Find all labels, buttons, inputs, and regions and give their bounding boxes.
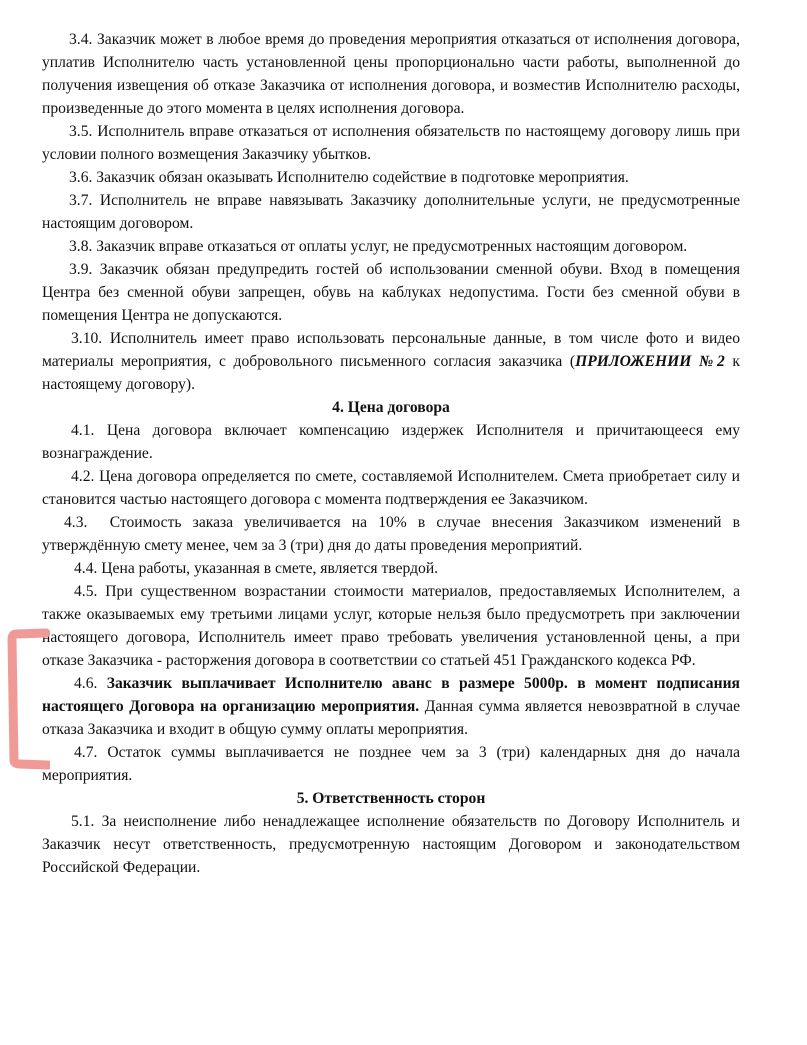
clause-text: Заказчик может в любое время до проведения мероприятия отказаться от исполнения договора, уплатив Исполнителю часть установленной цены пропорционально части работы, выполненной до получения извещения об отказе Заказчика от исполнения договора, и возместив Исполнителю расходы, произведенные до этого момента в целях исполнения договора. [42, 31, 740, 117]
clause-3-7 [42, 189, 740, 235]
clause-text: Данная сумма является невозвратной в случае отказа Заказчика и входит в общую сумму оплаты мероприятия. [42, 698, 740, 738]
clause-4-1 [42, 419, 740, 465]
clause-number: 4.7. [74, 744, 98, 761]
clause-3-6 [42, 166, 740, 189]
clause-3-8 [42, 235, 740, 258]
clause-number: 3.9. [69, 261, 93, 278]
clause-number: 3.5. [69, 123, 93, 140]
clause-4-6 [42, 672, 740, 741]
clause-3-5 [42, 120, 740, 166]
clause-4-7 [42, 741, 740, 787]
clause-number: 4.3. [64, 514, 88, 531]
clause-number: 4.5. [74, 583, 98, 600]
clause-text: Исполнитель имеет право использовать персональные данные, в том числе фото и видео материалы мероприятия, с добровольного письменного согласия заказчика ( [42, 330, 740, 370]
clause-number: 4.2. [71, 468, 95, 485]
clause-text: Заказчик обязан оказывать Исполнителю содействие в подготовке мероприятия. [96, 169, 629, 186]
clause-number: 3.4. [69, 31, 93, 48]
clause-text: Цена договора определяется по смете, составляемой Исполнителем. Смета приобретает силу и становится частью настоящего договора с момента подтверждения ее Заказчиком. [42, 468, 740, 508]
clause-number: 4.1. [71, 422, 95, 439]
clause-number: 4.6. [74, 675, 98, 692]
clause-text: Стоимость заказа увеличивается на 10% в случае внесения Заказчиком изменений в утверждённую смету менее, чем за 3 (три) дня до даты проведения мероприятий. [42, 514, 741, 554]
clause-text: Заказчик вправе отказаться от оплаты услуг, не предусмотренных настоящим договором. [96, 238, 688, 255]
clause-4-4 [42, 557, 740, 580]
clause-text: За неисполнение либо ненадлежащее исполнение обязательств по Договору Исполнитель и Заказчик несут ответственность, предусмотренную настоящим Договором и законодательством Российской Федерации. [42, 813, 740, 876]
clause-text: Исполнитель не вправе навязывать Заказчику дополнительные услуги, не предусмотренные настоящим договором. [42, 192, 740, 232]
clause-number: 4.4. [74, 560, 98, 577]
clause-text: Остаток суммы выплачивается не позднее чем за 3 (три) календарных дня до начала мероприятия. [42, 744, 740, 784]
clause-text: При существенном возрастании стоимости материалов, предоставляемых Исполнителем, а также оказываемых ему третьими лицами услуг, которые нельзя было предусмотреть при заключении настоящего договора, Исполнитель имеет право требовать увеличения установленной цены, а при отказе Заказчика - расторжения договора в соответствии со статьей 451 Гражданского кодекса РФ. [42, 583, 740, 669]
clause-text: Цена договора включает компенсацию издержек Исполнителя и причитающееся ему вознаграждение. [42, 422, 740, 462]
clause-bold-text: Заказчик выплачивает Исполнителю аванс в размере 5000р. в момент подписания настоящего Договора на организацию мероприятия. [42, 675, 740, 715]
clause-4-2 [42, 465, 740, 511]
document-page [42, 28, 740, 879]
clause-number: 3.10. [71, 330, 103, 347]
clause-text: Исполнитель вправе отказаться от исполнения обязательств по настоящему договору лишь при условии полного возмещения Заказчику убытков. [42, 123, 740, 163]
highlight-bracket-annotation [6, 628, 50, 770]
section-4-heading: 4. Цена договора [332, 399, 450, 416]
appendix-reference: ПРИЛОЖЕНИИ №2 [575, 353, 725, 370]
clause-4-3 [42, 511, 740, 557]
clause-number: 3.6. [69, 169, 93, 186]
clause-number: 3.7. [69, 192, 93, 209]
section-5-heading: 5. Ответственность сторон [296, 790, 486, 807]
clause-3-9 [42, 258, 740, 327]
clause-number: 5.1. [71, 813, 95, 830]
clause-text: Заказчик обязан предупредить гостей об использовании сменной обуви. Вход в помещения Центра без сменной обуви запрещен, обувь на каблуках недопустима. Гости без сменной обуви в помещения Центра не допускаются. [42, 261, 741, 324]
clause-text: Цена работы, указанная в смете, является твердой. [101, 560, 439, 577]
clause-text-tail: к настоящему договору). [42, 353, 740, 393]
clause-4-5 [42, 580, 740, 672]
clause-number: 3.8. [69, 238, 93, 255]
clause-3-10 [42, 327, 740, 396]
clause-5-1 [42, 810, 740, 879]
clause-3-4 [42, 28, 740, 120]
